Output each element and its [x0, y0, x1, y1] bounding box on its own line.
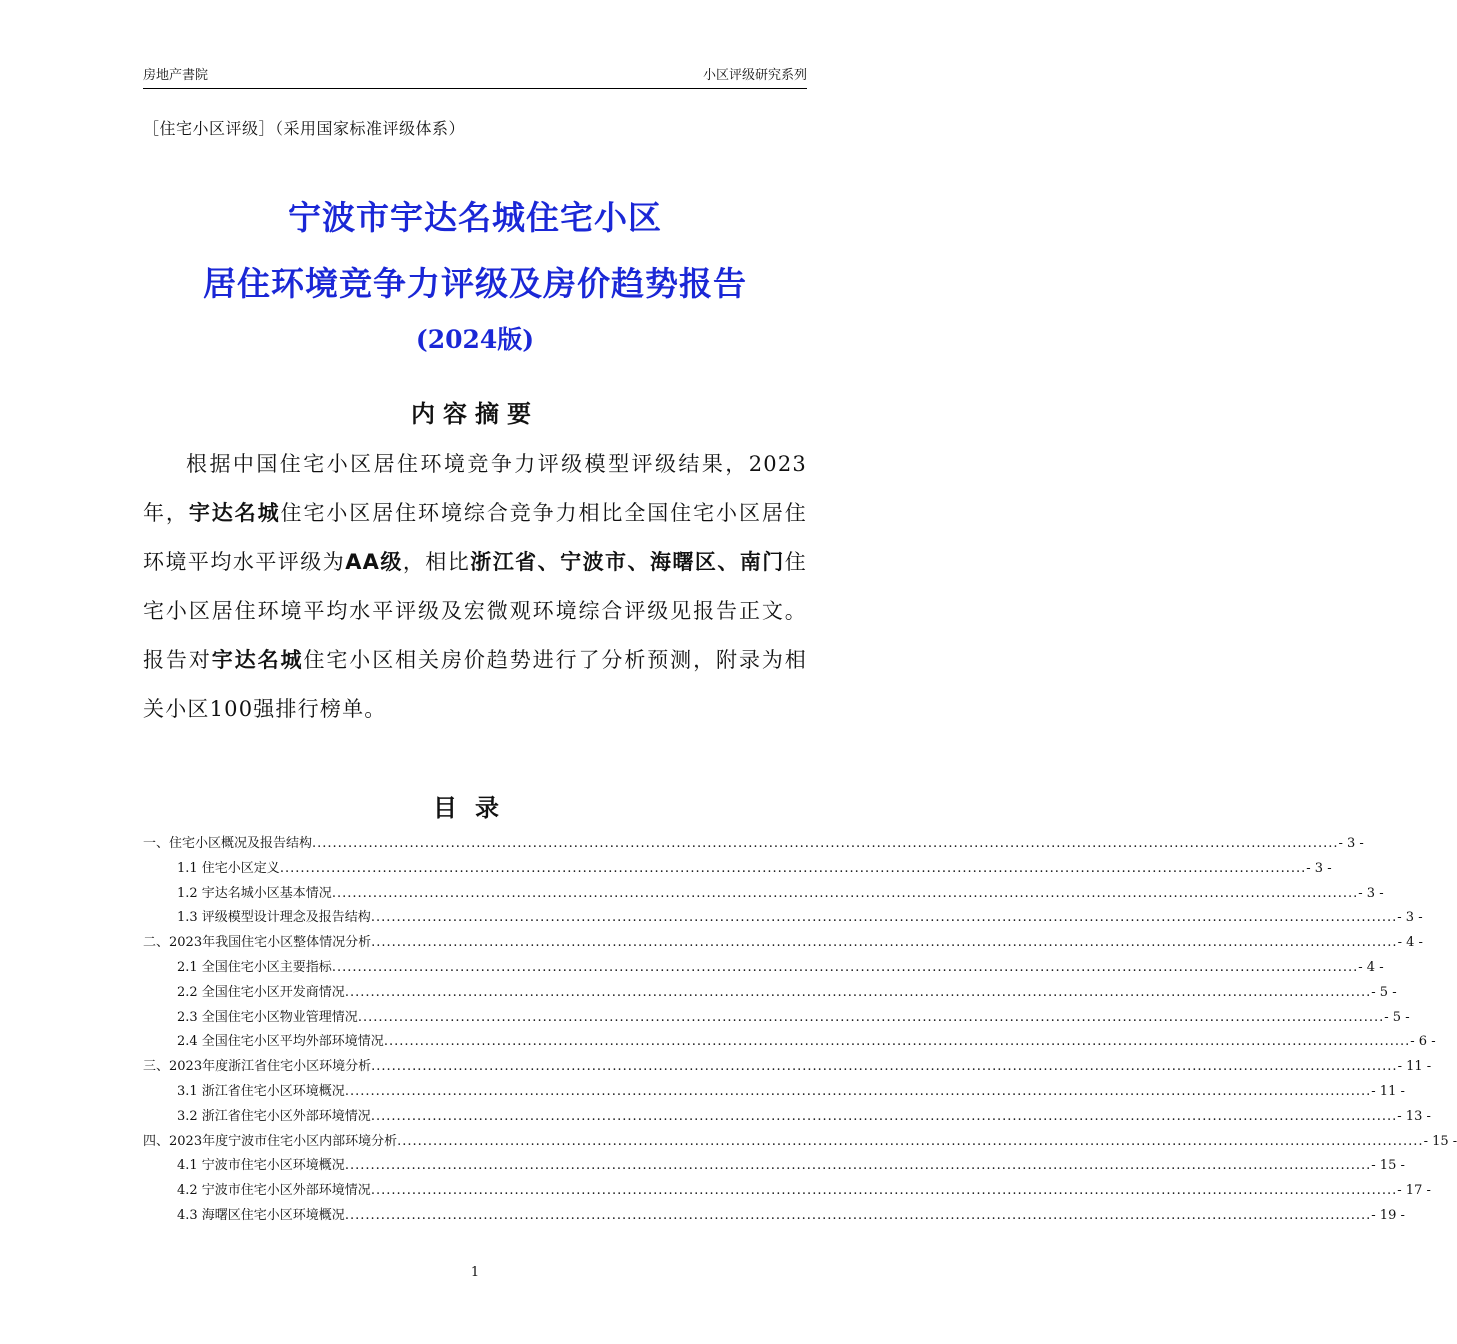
report-title-line2: 居住环境竞争力评级及房价趋势报告	[203, 264, 747, 303]
page-header	[143, 66, 807, 89]
toc-entry-label: 1.2 宇达名城小区基本情况	[177, 885, 332, 901]
toc-leader-dots: ........................................................................................................................................................................................................	[331, 885, 1359, 901]
report-category: ［住宅小区评级］（采用国家标准评级体系）	[143, 119, 466, 138]
toc-leader-dots: ........................................................................................................................................................................................................	[370, 1183, 1398, 1199]
toc-entry-page: - 3 -	[1397, 910, 1423, 926]
toc-leader-dots: ........................................................................................................................................................................................................	[357, 1009, 1385, 1025]
toc-entry-page: - 6 -	[1410, 1034, 1436, 1050]
toc-leader-dots: ........................................................................................................................................................................................................	[370, 910, 1398, 926]
toc-entry[interactable]	[143, 882, 1384, 907]
toc-entry-label: 一、住宅小区概况及报告结构	[143, 836, 313, 851]
toc-entry-label: 2.4 全国住宅小区平均外部环境情况	[177, 1034, 384, 1050]
toc-entry[interactable]	[143, 1204, 1405, 1229]
header-series: 小区评级研究系列	[702, 68, 807, 83]
toc-entry-label: 2.2 全国住宅小区开发商情况	[177, 984, 345, 1000]
toc-entry[interactable]	[143, 1179, 1431, 1204]
toc-entry-label: 3.1 浙江省住宅小区环境概况	[177, 1083, 345, 1099]
report-title-line1: 宁波市宇达名城住宅小区	[288, 198, 662, 237]
toc-entry[interactable]	[143, 956, 1384, 981]
toc-entry-page: - 11 -	[1371, 1083, 1405, 1099]
toc-entry[interactable]	[143, 1105, 1431, 1130]
toc-entry[interactable]	[143, 1154, 1405, 1179]
toc-entry-page: - 4 -	[1358, 959, 1384, 975]
toc-entry[interactable]	[143, 832, 1364, 857]
toc-entry[interactable]	[143, 1130, 1457, 1155]
toc-entry[interactable]	[143, 1055, 1432, 1080]
toc-entry-page: - 17 -	[1397, 1183, 1431, 1199]
toc-entry-label: 4.3 海曙区住宅小区环境概况	[177, 1207, 345, 1223]
toc-leader-dots: ........................................................................................................................................................................................................	[397, 1133, 1424, 1149]
toc-entry-page: - 15 -	[1423, 1133, 1457, 1149]
toc-leader-dots: ........................................................................................................................................................................................................	[344, 1083, 1372, 1099]
toc-entry-label: 2.1 全国住宅小区主要指标	[177, 959, 332, 975]
toc-entry-label: 1.3 评级模型设计理念及报告结构	[177, 910, 371, 926]
toc-entry-page: - 3 -	[1306, 860, 1332, 876]
toc-entry[interactable]	[143, 1006, 1410, 1031]
toc-leader-dots: ........................................................................................................................................................................................................	[370, 1108, 1398, 1124]
toc-entry[interactable]	[143, 906, 1423, 931]
toc-entry[interactable]	[143, 931, 1423, 956]
toc-entry-page: - 19 -	[1371, 1207, 1405, 1223]
toc-entry-page: - 13 -	[1397, 1108, 1431, 1124]
header-publisher: 房地产書院	[143, 68, 209, 83]
toc-entry-page: - 3 -	[1338, 836, 1364, 851]
abstract-text: 住宅小区居住环境平均水平评级及宏微观环境综合评级见报告正文。报告对	[143, 550, 807, 672]
toc-entry-label: 4.2 宁波市住宅小区外部环境情况	[177, 1183, 371, 1199]
toc-entry-label: 四、2023年度宁波市住宅小区内部环境分析	[143, 1133, 398, 1149]
abstract-heading: 内容摘要	[411, 400, 539, 428]
toc-entry-label: 二、2023年我国住宅小区整体情况分析	[143, 935, 372, 951]
toc-heading: 目录	[433, 794, 517, 822]
abstract-text: 住宅小区居住环境综合竞争力相比全国住宅小区居住环境平均水平评级为	[143, 501, 807, 574]
toc-entry[interactable]	[143, 981, 1397, 1006]
abstract-emphasis: AA级	[345, 550, 403, 574]
toc-leader-dots: ........................................................................................................................................................................................................	[331, 959, 1359, 975]
toc-entry-label: 3.2 浙江省住宅小区外部环境情况	[177, 1108, 371, 1124]
toc-entry-page: - 3 -	[1358, 885, 1384, 901]
toc-entry[interactable]	[143, 1080, 1405, 1105]
toc-leader-dots: ........................................................................................................................................................................................................	[344, 984, 1372, 1000]
toc-entry-page: - 4 -	[1397, 935, 1423, 951]
page-number: 1	[470, 1265, 480, 1280]
toc-entry-page: - 15 -	[1371, 1158, 1405, 1174]
toc-leader-dots: ........................................................................................................................................................................................................	[344, 1158, 1372, 1174]
toc-leader-dots: ........................................................................................................................................................................................................	[383, 1034, 1411, 1050]
toc-entry[interactable]	[143, 857, 1332, 882]
abstract-text: ，相比	[402, 550, 471, 574]
abstract-paragraph	[143, 440, 807, 734]
toc-leader-dots: ........................................................................................................................................................................................................	[344, 1207, 1372, 1223]
abstract-text: 住宅小区相关房价趋势进行了分析预测，附录为相关小区100强排行榜单。	[143, 648, 807, 721]
toc-entry-label: 4.1 宁波市住宅小区环境概况	[177, 1158, 345, 1174]
abstract-emphasis: 浙江省、宁波市、海曙区、南门	[470, 550, 785, 574]
report-edition: (2024版)	[415, 325, 535, 354]
abstract-emphasis: 宇达名城	[188, 501, 281, 525]
toc-entry-page: - 11 -	[1397, 1059, 1432, 1075]
toc-leader-dots: ........................................................................................................................................................................................................	[371, 935, 1398, 951]
abstract-emphasis: 宇达名城	[211, 648, 304, 672]
toc-entry-label: 2.3 全国住宅小区物业管理情况	[177, 1009, 358, 1025]
toc-leader-dots: ........................................................................................................................................................................................................	[371, 1059, 1398, 1075]
toc-leader-dots: ........................................................................................................................................................................................................	[279, 860, 1307, 876]
toc-leader-dots: ........................................................................................................................................................................................................	[312, 836, 1339, 851]
toc-entry-label: 1.1 住宅小区定义	[177, 860, 280, 876]
toc-entry-page: - 5 -	[1384, 1009, 1410, 1025]
abstract-text: 根据中国住宅小区居住环境竞争力评级模型评级结果，2023年，	[143, 452, 807, 525]
toc-entry-page: - 5 -	[1371, 984, 1397, 1000]
toc-entry-label: 三、2023年度浙江省住宅小区环境分析	[143, 1059, 372, 1075]
table-of-contents	[143, 832, 1457, 1229]
toc-entry[interactable]	[143, 1030, 1436, 1055]
